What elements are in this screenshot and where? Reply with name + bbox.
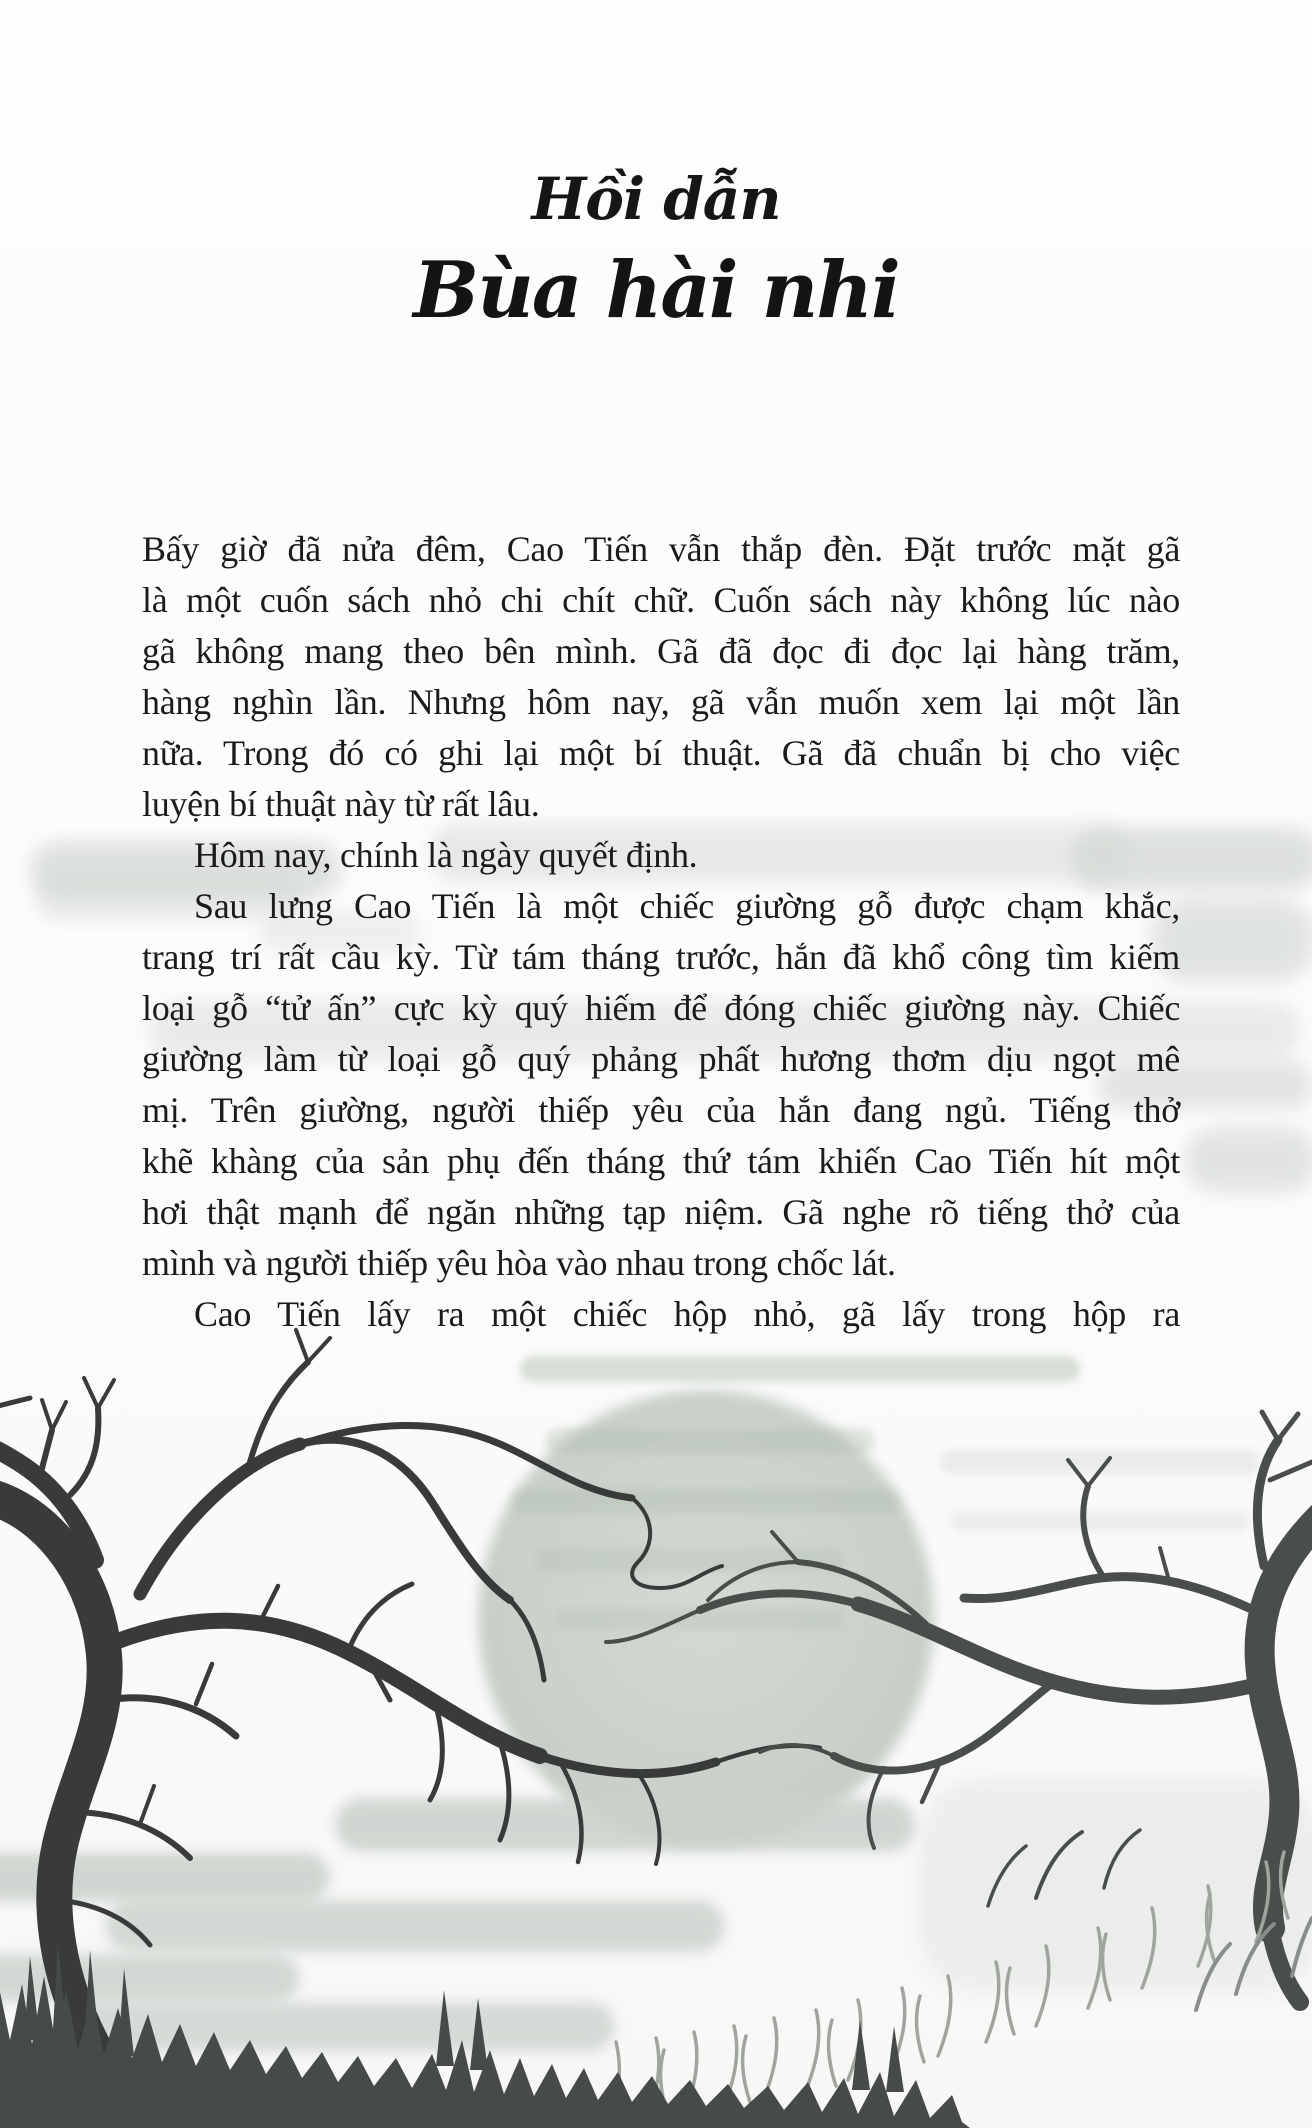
text-line: luyện bí thuật này từ rất lâu.: [142, 784, 540, 824]
text-line: hơi thật mạnh để ngăn những tạp niệm. Gã nghe rõ tiếng thở của: [142, 1192, 1180, 1232]
text-line: Hôm nay, chính là ngày quyết định.: [194, 835, 698, 875]
text-line: hàng nghìn lần. Nhưng hôm nay, gã vẫn muốn xem lại một lần: [142, 682, 1180, 722]
chapter-title: Bùa hài nhi: [413, 245, 899, 336]
chapter-label: Hồi dẫn: [531, 165, 781, 233]
text-line: Bấy giờ đã nửa đêm, Cao Tiến vẫn thắp đèn. Đặt trước mặt gã: [142, 529, 1180, 569]
text-line: mị. Trên giường, người thiếp yêu của hắn đang ngủ. Tiếng thở: [142, 1090, 1180, 1130]
text-line: là một cuốn sách nhỏ chi chít chữ. Cuốn sách này không lúc nào: [142, 580, 1180, 620]
text-line: Sau lưng Cao Tiến là một chiếc giường gỗ được chạm khắc,: [194, 886, 1180, 926]
text-line: nữa. Trong đó có ghi lại một bí thuật. Gã đã chuẩn bị cho việc: [142, 733, 1180, 773]
text-line: khẽ khàng của sản phụ đến tháng thứ tám khiến Cao Tiến hít một: [142, 1141, 1180, 1181]
text-line: gã không mang theo bên mình. Gã đã đọc đi đọc lại hàng trăm,: [142, 631, 1180, 671]
text-line: giường làm từ loại gỗ quý phảng phất hương thơm dịu ngọt mê: [142, 1039, 1180, 1079]
text-line: Cao Tiến lấy ra một chiếc hộp nhỏ, gã lấy trong hộp ra: [194, 1294, 1180, 1334]
body-text: [142, 524, 1180, 1340]
text-line: loại gỗ “tử ấn” cực kỳ quý hiếm để đóng chiếc giường này. Chiếc: [142, 988, 1180, 1028]
text-line: mình và người thiếp yêu hòa vào nhau trong chốc lát.: [142, 1243, 896, 1283]
text-line: trang trí rất cầu kỳ. Từ tám tháng trước, hắn đã khổ công tìm kiếm: [142, 937, 1180, 977]
